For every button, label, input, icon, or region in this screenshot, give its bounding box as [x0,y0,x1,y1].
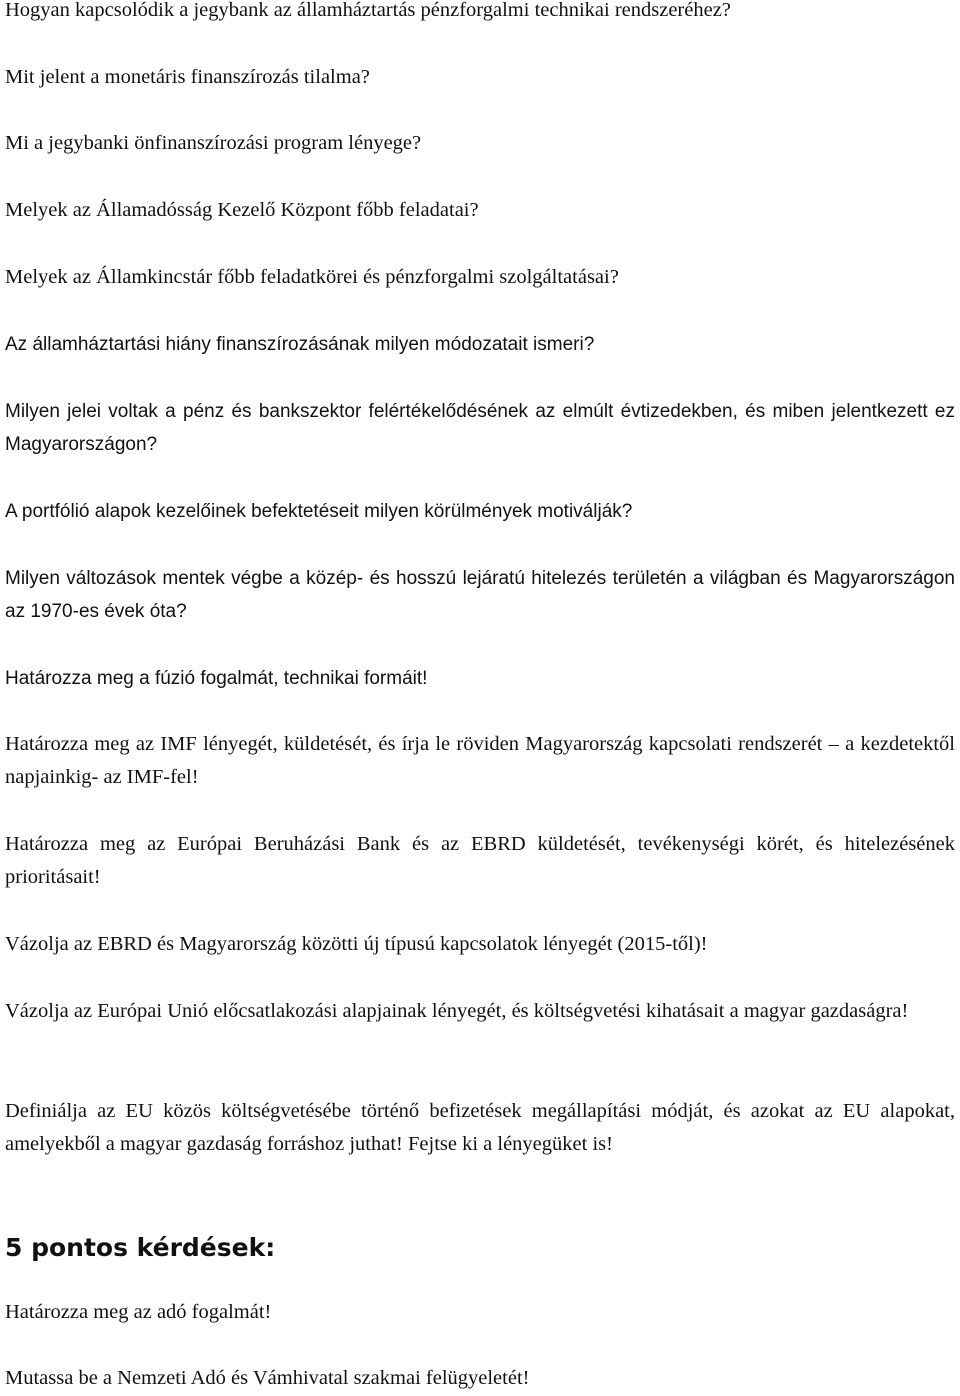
question-item: Melyek az Államadósság Kezelő Központ főbb feladatai? [5,199,479,221]
question-item: Mutassa be a Nemzeti Adó és Vámhivatal szakmai felügyeletét! [5,1367,530,1389]
question-item: Határozza meg az adó fogalmát! [5,1301,272,1323]
question-item: Határozza meg az IMF lényegét, küldetését, és írja le röviden Magyarország kapcsolati rendszerét – a kezdetektől napjainkig- az IMF-fel! [5,733,955,788]
question-item: Határozza meg az Európai Beruházási Bank és az EBRD küldetését, tevékenységi körét, és hitelezésének prioritásait! [5,833,955,888]
question-item: Határozza meg a fúzió fogalmát, technikai formáit! [5,668,428,689]
question-item: Definiálja az EU közös költségvetésébe történő befizetések megállapítási módját, és azokat az EU alapokat, amelyekből a magyar gazdaság forráshoz juthat! Fejtse ki a lényegüket is! [5,1100,955,1155]
question-item: Vázolja az EBRD és Magyarország közötti új típusú kapcsolatok lényegét (2015-től)! [5,933,708,955]
section-heading: 5 pontos kérdések: [5,1233,276,1262]
question-item: A portfólió alapok kezelőinek befektetéseit milyen körülmények motiválják? [5,501,633,522]
question-item: Mit jelent a monetáris finanszírozás tilalma? [5,66,370,88]
question-item: Milyen jelei voltak a pénz és bankszektor felértékelődésének az elmúlt évtizedekben, és miben jelentkezett ez Magyarországon? [5,401,955,455]
question-item: Hogyan kapcsolódik a jegybank az államháztartás pénzforgalmi technikai rendszeréhez? [5,0,731,21]
question-item: Az államháztartási hiány finanszírozásának milyen módozatait ismeri? [5,334,595,355]
question-item: Mi a jegybanki önfinanszírozási program lényege? [5,132,422,154]
question-item: Milyen változások mentek végbe a közép- és hosszú lejáratú hitelezés területén a világban és Magyarországon az 1970-es évek óta? [5,568,955,622]
question-item: Melyek az Államkincstár főbb feladatkörei és pénzforgalmi szolgáltatásai? [5,266,619,288]
question-item: Vázolja az Európai Unió előcsatlakozási alapjainak lényegét, és költségvetési kihatásait a magyar gazdaságra! [5,1000,909,1022]
